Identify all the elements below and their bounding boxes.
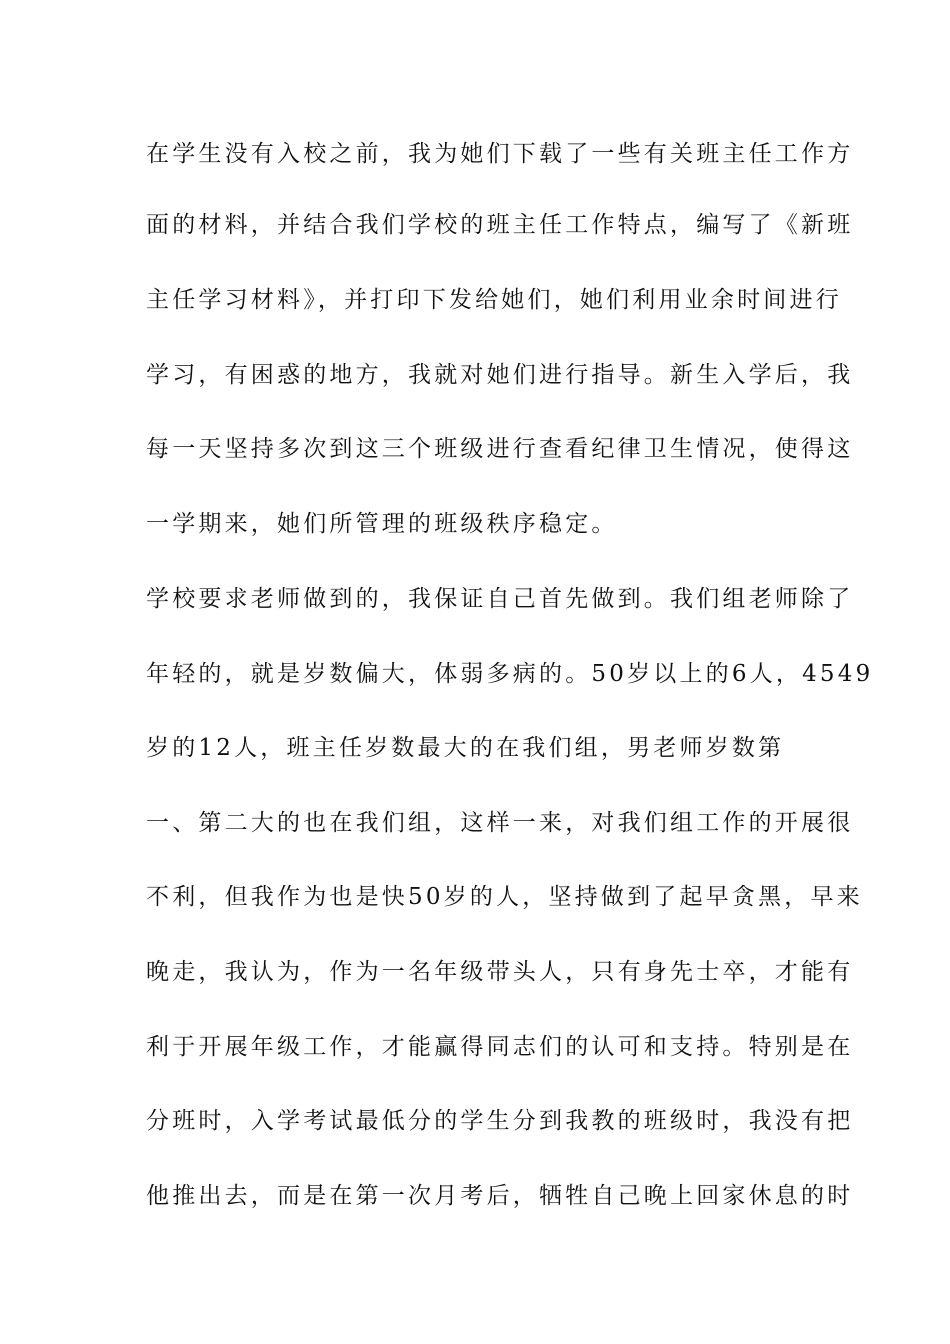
text-line-3: 主任学习材料》，并打印下发给她们，她们利用业余时间进行 xyxy=(146,287,842,313)
text-line-15: 他推出去，而是在第一次月考后，牺牲自己晚上回家休息的时 xyxy=(146,1183,854,1209)
text-line-12: 晚走，我认为，作为一名年级带头人，只有身先士卒，才能有 xyxy=(146,959,854,985)
text-line-11: 不利，但我作为也是快50岁的人，坚持做到了起早贪黑，早来 xyxy=(146,884,863,910)
text-line-2: 面的材料，并结合我们学校的班主任工作特点，编写了《新班 xyxy=(146,212,854,238)
text-line-6: 一学期来，她们所管理的班级秩序稳定。 xyxy=(146,511,618,537)
text-line-1: 在学生没有入校之前，我为她们下载了一些有关班主任工作方 xyxy=(146,141,854,167)
text-line-5: 每一天坚持多次到这三个班级进行查看纪律卫生情况，使得这 xyxy=(146,436,854,462)
text-line-8: 年轻的，就是岁数偏大，体弱多病的。50岁以上的6人，4549 xyxy=(146,661,874,687)
text-line-14: 分班时，入学考试最低分的学生分到我教的班级时，我没有把 xyxy=(146,1108,854,1134)
text-line-9: 岁的12人，班主任岁数最大的在我们组，男老师岁数第 xyxy=(146,735,785,761)
text-line-10: 一、第二大的也在我们组，这样一来，对我们组工作的开展很 xyxy=(146,810,854,836)
text-line-4: 学习，有困惑的地方，我就对她们进行指导。新生入学后，我 xyxy=(146,362,854,388)
text-line-7: 学校要求老师做到的，我保证自己首先做到。我们组老师除了 xyxy=(146,586,854,612)
text-line-13: 利于开展年级工作，才能赢得同志们的认可和支持。特别是在 xyxy=(146,1034,854,1060)
